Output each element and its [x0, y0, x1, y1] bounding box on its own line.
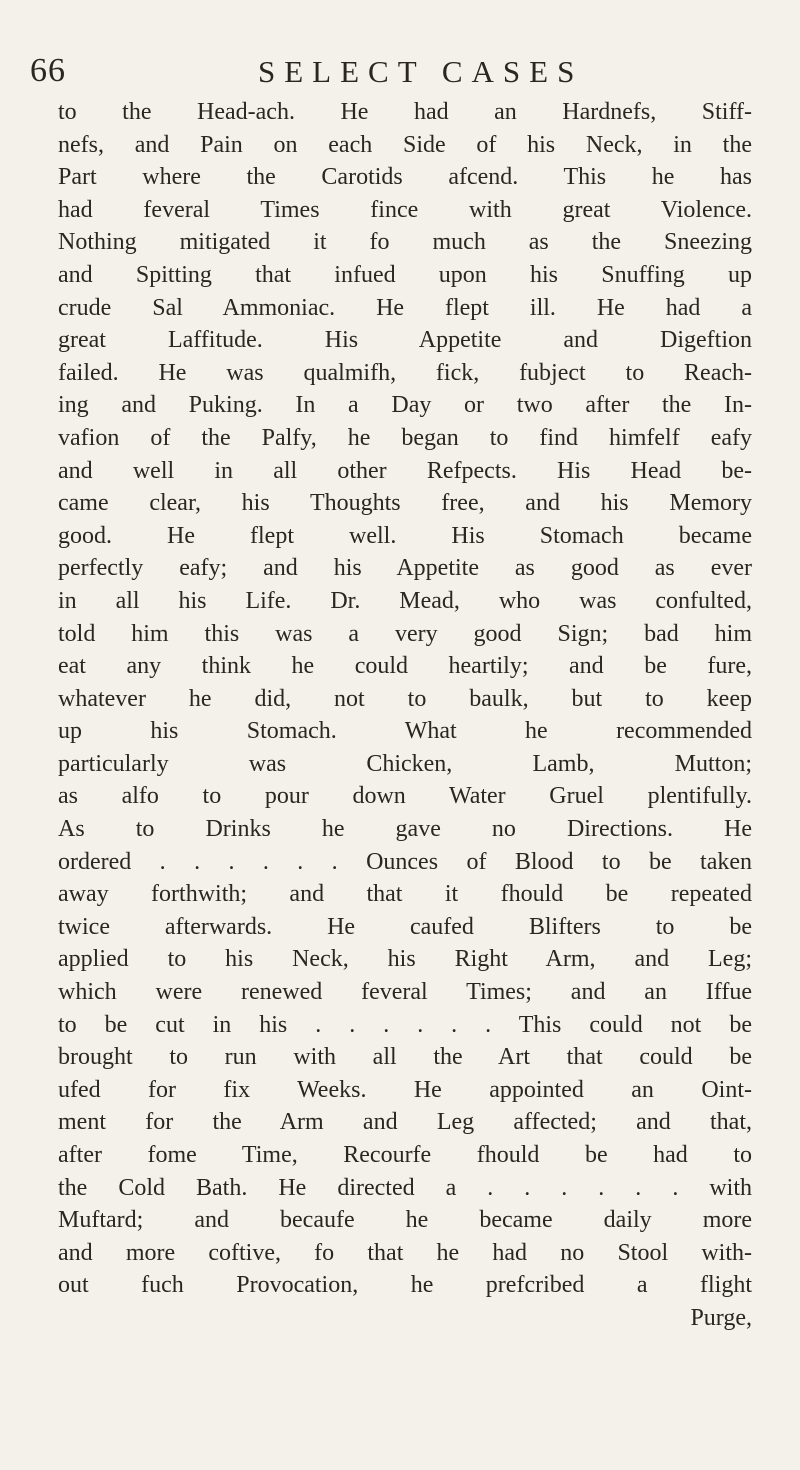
- text-line: crude Sal Ammoniac. He flept ill. He had a: [58, 294, 752, 321]
- text-line: as alfo to pour down Water Gruel plentifully.: [58, 783, 752, 810]
- page-number: 66: [30, 52, 66, 89]
- catchword: Purge,: [690, 1304, 752, 1331]
- text-line: and Spitting that infued upon his Snuffing up: [58, 261, 752, 288]
- text-line: ing and Puking. In a Day or two after the In-: [58, 392, 752, 419]
- text-line: great Laffitude. His Appetite and Digeftion: [58, 327, 752, 354]
- text-line: perfectly eafy; and his Appetite as good as ever: [58, 555, 752, 582]
- text-line: away forthwith; and that it fhould be repeated: [58, 881, 752, 908]
- text-line: the Cold Bath. He directed a . . . . . . with: [58, 1174, 752, 1201]
- text-line: whatever he did, not to baulk, but to keep: [58, 685, 752, 712]
- text-line: to be cut in his . . . . . . This could not be: [58, 1011, 752, 1038]
- text-line: and more coftive, fo that he had no Stool with-: [58, 1239, 752, 1266]
- page-header: [0, 52, 800, 92]
- text-line: applied to his Neck, his Right Arm, and Leg;: [58, 946, 752, 973]
- running-head: SELECT CASES: [258, 54, 584, 89]
- text-line: in all his Life. Dr. Mead, who was confulted,: [58, 587, 752, 614]
- text-line: nefs, and Pain on each Side of his Neck, in the: [58, 131, 752, 158]
- text-line: Part where the Carotids afcend. This he has: [58, 164, 752, 191]
- text-line: vafion of the Palfy, he began to find himfelf eafy: [58, 424, 752, 451]
- text-line: Muftard; and becaufe he became daily more: [58, 1207, 752, 1234]
- text-line: failed. He was qualmifh, fick, fubject to Reach-: [58, 359, 752, 386]
- text-line: Nothing mitigated it fo much as the Sneezing: [58, 229, 752, 256]
- text-line: to the Head-ach. He had an Hardnefs, Stiff-: [58, 99, 752, 125]
- text-line: As to Drinks he gave no Directions. He: [58, 816, 752, 843]
- text-line: had feveral Times fince with great Violence.: [58, 196, 752, 223]
- text-line: ordered . . . . . . Ounces of Blood to be taken: [58, 848, 752, 875]
- text-line: came clear, his Thoughts free, and his Memory: [58, 490, 752, 517]
- text-line: eat any think he could heartily; and be fure,: [58, 653, 752, 680]
- text-line: brought to run with all the Art that could be: [58, 1044, 752, 1071]
- text-line: and well in all other Refpects. His Head be-: [58, 457, 752, 484]
- text-line: out fuch Provocation, he prefcribed a flight: [58, 1272, 752, 1299]
- text-line: particularly was Chicken, Lamb, Mutton;: [58, 750, 752, 777]
- text-line: which were renewed feveral Times; and an Iffue: [58, 979, 752, 1006]
- text-line: twice afterwards. He caufed Blifters to be: [58, 913, 752, 940]
- text-line: after fome Time, Recourfe fhould be had to: [58, 1142, 752, 1168]
- body-text: [58, 96, 752, 1335]
- text-line: good. He flept well. His Stomach became: [58, 522, 752, 549]
- text-line: up his Stomach. What he recommended: [58, 718, 752, 745]
- text-line: ufed for fix Weeks. He appointed an Oint-: [58, 1076, 752, 1103]
- text-line: told him this was a very good Sign; bad him: [58, 620, 752, 647]
- text-line: ment for the Arm and Leg affected; and that,: [58, 1109, 752, 1136]
